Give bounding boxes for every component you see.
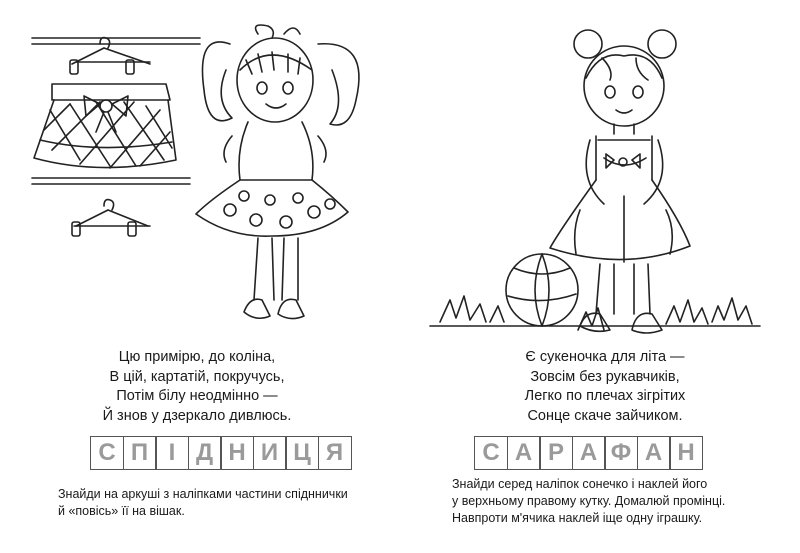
task-line: Знайди серед наліпок сонечко і наклей його	[452, 477, 708, 491]
hanger-icon	[70, 38, 150, 74]
letter-cell: Н	[669, 436, 703, 470]
poem-line: Легко по плечах зігрітих	[524, 388, 686, 404]
task-line: у верхньому правому кутку. Домалюй промінці.	[452, 494, 726, 508]
letter-cell: Ц	[285, 436, 319, 470]
poem-line: Цю примірю, до коліна,	[118, 349, 276, 365]
letter-cell: Я	[318, 436, 352, 470]
poem-line: Потім білу неодмінно —	[116, 388, 278, 404]
letter-cell: И	[253, 436, 287, 470]
task-instructions-right	[452, 476, 772, 527]
word-grid-sundress	[474, 436, 703, 470]
poem-line: Сонце скаче зайчиком.	[527, 407, 683, 424]
letter-cell: А	[572, 436, 606, 470]
letter-cell: І	[155, 436, 189, 470]
letter-cell: Ф	[604, 436, 638, 470]
girl-sundress-icon	[550, 30, 690, 333]
task-line: й «повісь» її на вішак.	[58, 504, 185, 518]
letter-cell: П	[123, 436, 157, 470]
word-grid-skirt	[90, 436, 352, 470]
hanger-icon	[72, 200, 150, 236]
poem-line: Й знов у дзеркало дивлюсь.	[102, 407, 292, 424]
poem-right	[400, 348, 770, 426]
right-page	[400, 0, 800, 553]
beach-ball-icon	[506, 254, 578, 326]
poem-line: Зовсім без рукавчиків,	[530, 368, 680, 385]
girl-pigtails-icon	[196, 25, 359, 319]
checkered-skirt-icon	[34, 84, 176, 168]
letter-cell: С	[474, 436, 508, 470]
letter-cell: А	[507, 436, 541, 470]
poem-left	[0, 348, 382, 426]
task-instructions-left	[58, 486, 388, 520]
poem-line: Є сукеночка для літа —	[525, 349, 685, 365]
letter-cell: Н	[220, 436, 254, 470]
letter-cell: Р	[539, 436, 573, 470]
task-line: Навпроти м'ячика наклей іще одну іграшку.	[452, 511, 703, 525]
right-illustration	[400, 0, 800, 345]
letter-cell: С	[90, 436, 124, 470]
letter-cell: Д	[188, 436, 222, 470]
task-line: Знайди на аркуші з наліпками частини спідннички	[58, 487, 348, 501]
left-illustration	[0, 0, 400, 345]
letter-cell: А	[637, 436, 671, 470]
poem-line: В цій, картатій, покручусь,	[109, 368, 285, 385]
